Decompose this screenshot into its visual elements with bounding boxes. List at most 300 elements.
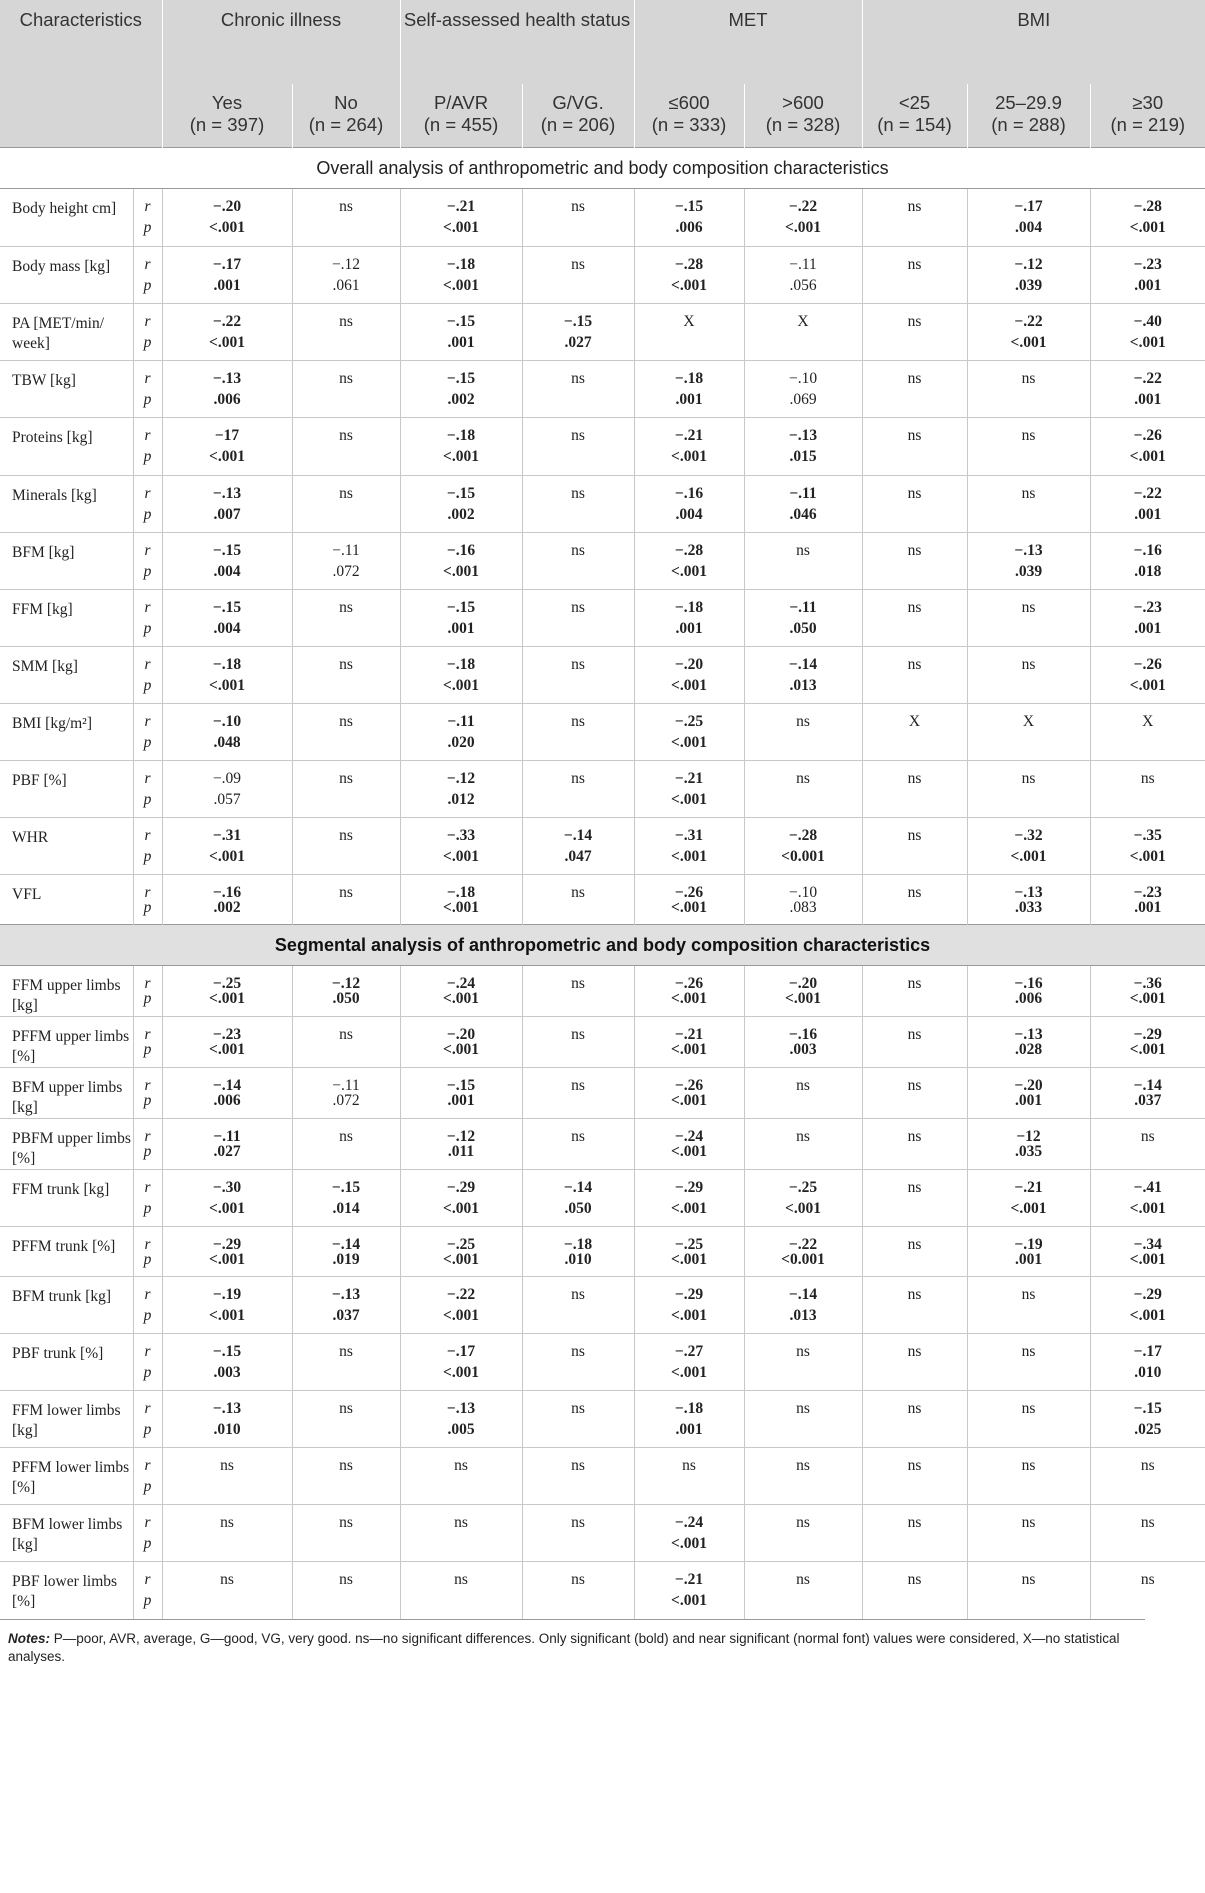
value-cell	[744, 533, 862, 590]
r-label: r	[144, 256, 151, 273]
r-value: ns	[339, 427, 353, 444]
r-value: −.17	[1133, 1343, 1162, 1360]
r-value: ns	[571, 599, 585, 616]
r-value: ns	[907, 599, 922, 616]
p-label: p	[143, 677, 152, 694]
value-cell	[744, 1448, 862, 1505]
value-cell	[292, 1017, 400, 1068]
value-cell	[1090, 1170, 1205, 1227]
r-value: −.18	[446, 884, 476, 901]
value-cell	[1090, 647, 1205, 704]
value-cell	[744, 875, 862, 925]
p-label: p	[143, 1143, 152, 1160]
r-p-labels	[133, 966, 162, 1017]
value-cell	[744, 1277, 862, 1334]
r-value: ns	[1021, 656, 1036, 673]
p-value: <.001	[671, 1143, 707, 1160]
subheader-n: (n = 206)	[540, 114, 616, 135]
value-cell	[862, 1334, 967, 1391]
p-value: .001	[1134, 277, 1162, 294]
value-cell	[862, 1017, 967, 1068]
value-cell	[292, 1227, 400, 1277]
value-cell	[162, 247, 292, 304]
p-value: <.001	[1129, 1307, 1166, 1324]
value-cell	[1090, 1068, 1205, 1119]
table-notes	[0, 1619, 1145, 1666]
value-cell	[292, 1277, 400, 1334]
r-value: ns	[339, 370, 353, 387]
section-header	[0, 925, 1205, 966]
value-cell	[162, 304, 292, 361]
r-value: −.25	[446, 1236, 476, 1253]
p-value: <.001	[443, 1364, 479, 1381]
r-value: −.21	[674, 1571, 704, 1588]
value-cell	[162, 1448, 292, 1505]
p-value: .069	[789, 391, 817, 408]
subheader-n: (n = 397)	[189, 114, 265, 135]
r-value: −.22	[1133, 485, 1162, 502]
value-cell	[744, 361, 862, 418]
value-cell	[1090, 476, 1205, 533]
p-label: p	[143, 791, 152, 808]
value-cell	[292, 875, 400, 925]
header-row-groups	[0, 0, 1205, 84]
r-p-labels	[133, 361, 162, 418]
r-value: −12	[1016, 1128, 1041, 1145]
r-label: r	[144, 1128, 151, 1145]
r-value: ns	[571, 370, 585, 387]
value-cell	[292, 533, 400, 590]
r-value: −.14	[788, 656, 818, 673]
r-value: ns	[907, 1179, 922, 1196]
value-cell	[162, 1505, 292, 1562]
p-value: .006	[213, 391, 241, 408]
p-value: .083	[789, 899, 817, 916]
p-label: p	[143, 506, 152, 523]
p-label: p	[143, 448, 152, 465]
p-value: .007	[213, 506, 241, 523]
subheader-label: >600	[782, 92, 824, 113]
value-cell	[522, 476, 634, 533]
p-label: p	[143, 1592, 152, 1609]
p-value: <.001	[209, 677, 245, 694]
r-value: −.31	[674, 827, 704, 844]
r-label: r	[144, 1457, 151, 1474]
r-value: ns	[1021, 770, 1036, 787]
p-value: .057	[213, 791, 241, 808]
r-value: ns	[220, 1514, 234, 1531]
value-cell	[967, 476, 1090, 533]
r-value: −.23	[212, 1026, 242, 1043]
value-cell	[967, 647, 1090, 704]
r-value: −.20	[674, 656, 704, 673]
r-value: −.21	[1014, 1179, 1043, 1196]
row-label: PBFM upper limbs [%]	[0, 1119, 133, 1170]
r-value: −.22	[1014, 313, 1043, 330]
r-label: r	[144, 1400, 151, 1417]
value-cell	[744, 304, 862, 361]
value-cell	[522, 761, 634, 818]
r-value: −.16	[788, 1026, 818, 1043]
value-cell	[400, 818, 522, 875]
value-cell	[634, 1227, 744, 1277]
r-label: r	[144, 1286, 151, 1303]
subheader-7	[967, 84, 1090, 148]
p-label: p	[143, 734, 152, 751]
r-value: ns	[907, 427, 922, 444]
value-cell	[292, 761, 400, 818]
value-cell	[862, 533, 967, 590]
r-value: −.18	[212, 656, 242, 673]
row-label: FFM upper limbs [kg]	[0, 966, 133, 1017]
table-row	[0, 761, 1205, 818]
r-value: X	[797, 313, 809, 330]
r-value: ns	[571, 427, 585, 444]
p-value: .010	[564, 1251, 592, 1268]
r-value: ns	[571, 542, 585, 559]
p-value: .039	[1014, 563, 1043, 580]
value-cell	[862, 818, 967, 875]
table-row	[0, 818, 1205, 875]
r-label: r	[144, 713, 151, 730]
value-cell	[1090, 247, 1205, 304]
p-value: <.001	[443, 1041, 479, 1058]
value-cell	[1090, 1277, 1205, 1334]
row-label: FFM lower limbs [kg]	[0, 1391, 133, 1448]
r-value: ns	[1140, 1128, 1155, 1145]
r-label: r	[144, 1571, 151, 1588]
value-cell	[522, 247, 634, 304]
p-label: p	[143, 219, 152, 236]
r-value: −.20	[788, 975, 818, 992]
r-value: −.15	[446, 599, 476, 616]
value-cell	[862, 476, 967, 533]
r-value: ns	[907, 656, 922, 673]
p-label: p	[143, 334, 152, 351]
value-cell	[967, 361, 1090, 418]
value-cell	[292, 247, 400, 304]
r-value: ns	[796, 770, 810, 787]
p-value: .013	[789, 677, 817, 694]
value-cell	[862, 189, 967, 247]
value-cell	[162, 761, 292, 818]
value-cell	[162, 1334, 292, 1391]
subheader-label: 25–29.9	[995, 92, 1062, 113]
r-value: ns	[907, 1343, 922, 1360]
value-cell	[1090, 1505, 1205, 1562]
value-cell	[634, 1391, 744, 1448]
r-p-labels	[133, 1448, 162, 1505]
r-value: ns	[571, 1026, 585, 1043]
table-row	[0, 1391, 1205, 1448]
value-cell	[400, 247, 522, 304]
r-value: −.16	[1014, 975, 1043, 992]
row-label: Proteins [kg]	[0, 418, 133, 476]
p-value: <.001	[671, 990, 707, 1007]
p-value: <.001	[671, 791, 707, 808]
p-value: .001	[1134, 620, 1162, 637]
value-cell	[1090, 761, 1205, 818]
value-cell	[162, 1227, 292, 1277]
value-cell	[862, 875, 967, 925]
value-cell	[634, 818, 744, 875]
r-value: ns	[682, 1457, 696, 1474]
r-value: ns	[571, 1128, 585, 1145]
r-p-labels	[133, 1391, 162, 1448]
r-label: r	[144, 1026, 151, 1043]
p-value: <.001	[785, 1200, 821, 1217]
value-cell	[634, 875, 744, 925]
r-value: ns	[571, 1457, 585, 1474]
value-cell	[292, 1170, 400, 1227]
p-value: .050	[332, 990, 360, 1007]
r-label: r	[144, 827, 151, 844]
p-value: <.001	[671, 1307, 707, 1324]
p-value: <.001	[209, 334, 245, 351]
r-value: −.36	[1133, 975, 1162, 992]
value-cell	[400, 418, 522, 476]
value-cell	[634, 1334, 744, 1391]
header-characteristics: Characteristics	[0, 0, 162, 84]
value-cell	[967, 304, 1090, 361]
r-value: −.12	[446, 770, 476, 787]
table-row	[0, 704, 1205, 761]
r-value: −.15	[563, 313, 593, 330]
value-cell	[400, 1448, 522, 1505]
r-value: ns	[571, 1400, 585, 1417]
subheader-label: ≤600	[668, 92, 710, 113]
r-value: −.25	[212, 975, 242, 992]
value-cell	[292, 1562, 400, 1620]
value-cell	[744, 1505, 862, 1562]
r-value: ns	[339, 713, 353, 730]
r-value: −.17	[446, 1343, 476, 1360]
r-label: r	[144, 313, 151, 330]
r-value: −.13	[1014, 542, 1043, 559]
r-value: −.12	[1014, 256, 1043, 273]
p-value: .001	[1134, 391, 1162, 408]
r-label: r	[144, 975, 151, 992]
value-cell	[1090, 361, 1205, 418]
p-value: .001	[675, 391, 703, 408]
p-value: <.001	[671, 1364, 707, 1381]
subheader-5	[744, 84, 862, 148]
value-cell	[292, 189, 400, 247]
r-value: −.26	[674, 975, 704, 992]
row-label: BFM upper limbs [kg]	[0, 1068, 133, 1119]
p-value: <.001	[671, 734, 707, 751]
r-label: r	[144, 1236, 151, 1253]
value-cell	[400, 1170, 522, 1227]
r-value: −.41	[1133, 1179, 1162, 1196]
r-value: ns	[907, 1400, 922, 1417]
p-value: .010	[213, 1421, 241, 1438]
value-cell	[522, 1068, 634, 1119]
p-label: p	[143, 1041, 152, 1058]
p-value: <.001	[443, 219, 479, 236]
p-value: .001	[447, 1092, 475, 1109]
r-value: −.17	[1014, 198, 1043, 215]
r-value: ns	[339, 827, 353, 844]
r-value: ns	[339, 1128, 353, 1145]
row-label: PA [MET/min/ week]	[0, 304, 133, 361]
value-cell	[634, 966, 744, 1017]
r-value: −.21	[674, 1026, 704, 1043]
value-cell	[400, 1334, 522, 1391]
r-value: ns	[1021, 599, 1036, 616]
r-value: ns	[907, 975, 922, 992]
row-label: FFM [kg]	[0, 590, 133, 647]
r-value: −.18	[446, 256, 476, 273]
value-cell	[744, 590, 862, 647]
r-value: −.28	[674, 542, 704, 559]
value-cell	[634, 1017, 744, 1068]
r-value: −.30	[212, 1179, 242, 1196]
value-cell	[634, 304, 744, 361]
r-value: −.31	[212, 827, 242, 844]
table-row	[0, 476, 1205, 533]
value-cell	[1090, 875, 1205, 925]
p-value: .002	[213, 899, 241, 916]
subheader-label: No	[334, 92, 358, 113]
value-cell	[1090, 1119, 1205, 1170]
value-cell	[162, 818, 292, 875]
value-cell	[522, 1505, 634, 1562]
r-value: ns	[220, 1571, 234, 1588]
value-cell	[862, 1277, 967, 1334]
r-value: −.28	[1133, 198, 1162, 215]
r-p-labels	[133, 304, 162, 361]
value-cell	[634, 704, 744, 761]
value-cell	[1090, 304, 1205, 361]
p-value: <.001	[671, 899, 707, 916]
value-cell	[967, 818, 1090, 875]
header-group-met: MET	[634, 0, 862, 84]
r-value: −.32	[1014, 827, 1043, 844]
r-value: −.16	[1133, 542, 1162, 559]
r-value: ns	[1140, 1457, 1155, 1474]
p-label: p	[143, 990, 152, 1007]
row-label: PFFM upper limbs [%]	[0, 1017, 133, 1068]
r-value: −.11	[332, 1077, 360, 1094]
p-value: .050	[789, 620, 817, 637]
r-value: ns	[907, 542, 922, 559]
r-value: ns	[796, 1514, 810, 1531]
r-value: −.15	[212, 1343, 242, 1360]
subheader-4	[634, 84, 744, 148]
value-cell	[744, 1334, 862, 1391]
value-cell	[400, 1391, 522, 1448]
p-value: <.001	[671, 848, 707, 865]
r-value: −.26	[1133, 427, 1162, 444]
r-value: −.13	[1014, 884, 1043, 901]
r-label: r	[144, 198, 151, 215]
r-value: −.29	[674, 1286, 704, 1303]
r-value: ns	[907, 1514, 922, 1531]
value-cell	[862, 1391, 967, 1448]
value-cell	[862, 1562, 967, 1620]
r-value: −.15	[331, 1179, 361, 1196]
r-p-labels	[133, 533, 162, 590]
r-p-labels	[133, 1227, 162, 1277]
value-cell	[967, 1448, 1090, 1505]
r-value: −.18	[563, 1236, 593, 1253]
p-value: <.001	[785, 219, 821, 236]
value-cell	[522, 590, 634, 647]
r-p-labels	[133, 1562, 162, 1620]
table-row	[0, 1562, 1205, 1620]
p-value: .006	[675, 219, 703, 236]
value-cell	[967, 418, 1090, 476]
value-cell	[744, 704, 862, 761]
value-cell	[162, 1391, 292, 1448]
value-cell	[162, 1277, 292, 1334]
value-cell	[862, 1068, 967, 1119]
p-value: .001	[1014, 1092, 1043, 1109]
p-value: .027	[564, 334, 592, 351]
p-value: .015	[789, 448, 817, 465]
p-value: <.001	[671, 448, 707, 465]
subheader-0	[162, 84, 292, 148]
table-row	[0, 189, 1205, 247]
p-value: .001	[1134, 899, 1162, 916]
r-value: ns	[571, 770, 585, 787]
r-value: −.18	[674, 1400, 704, 1417]
value-cell	[967, 1562, 1090, 1620]
r-value: ns	[796, 1400, 810, 1417]
r-value: −.18	[674, 599, 704, 616]
table-row	[0, 1068, 1205, 1119]
p-value: <.001	[443, 990, 479, 1007]
table-row	[0, 1119, 1205, 1170]
r-value: −.16	[674, 485, 704, 502]
r-value: −.15	[212, 542, 242, 559]
r-value: ns	[339, 656, 353, 673]
value-cell	[967, 1277, 1090, 1334]
value-cell	[400, 966, 522, 1017]
p-value: .048	[213, 734, 241, 751]
header-row-subgroups	[0, 84, 1205, 148]
p-value: <.001	[209, 1251, 245, 1268]
p-value: .050	[564, 1200, 592, 1217]
r-value: −.23	[1133, 256, 1162, 273]
row-label: BFM lower limbs [kg]	[0, 1505, 133, 1562]
r-value: −.11	[789, 485, 817, 502]
p-label: p	[143, 1307, 152, 1324]
p-label: p	[143, 1200, 152, 1217]
r-value: −.16	[446, 542, 476, 559]
r-value: −.13	[331, 1286, 361, 1303]
table-row	[0, 1277, 1205, 1334]
value-cell	[862, 647, 967, 704]
value-cell	[400, 1277, 522, 1334]
value-cell	[400, 1119, 522, 1170]
value-cell	[292, 1448, 400, 1505]
table-row	[0, 590, 1205, 647]
p-value: <.001	[671, 1200, 707, 1217]
p-label: p	[143, 1421, 152, 1438]
p-value: <.001	[1129, 219, 1166, 236]
p-value: <.001	[785, 990, 821, 1007]
value-cell	[634, 247, 744, 304]
value-cell	[292, 304, 400, 361]
r-value: ns	[796, 1128, 810, 1145]
p-value: .014	[332, 1200, 360, 1217]
value-cell	[744, 1170, 862, 1227]
r-value: ns	[907, 1457, 922, 1474]
p-value: .004	[213, 620, 241, 637]
value-cell	[292, 966, 400, 1017]
